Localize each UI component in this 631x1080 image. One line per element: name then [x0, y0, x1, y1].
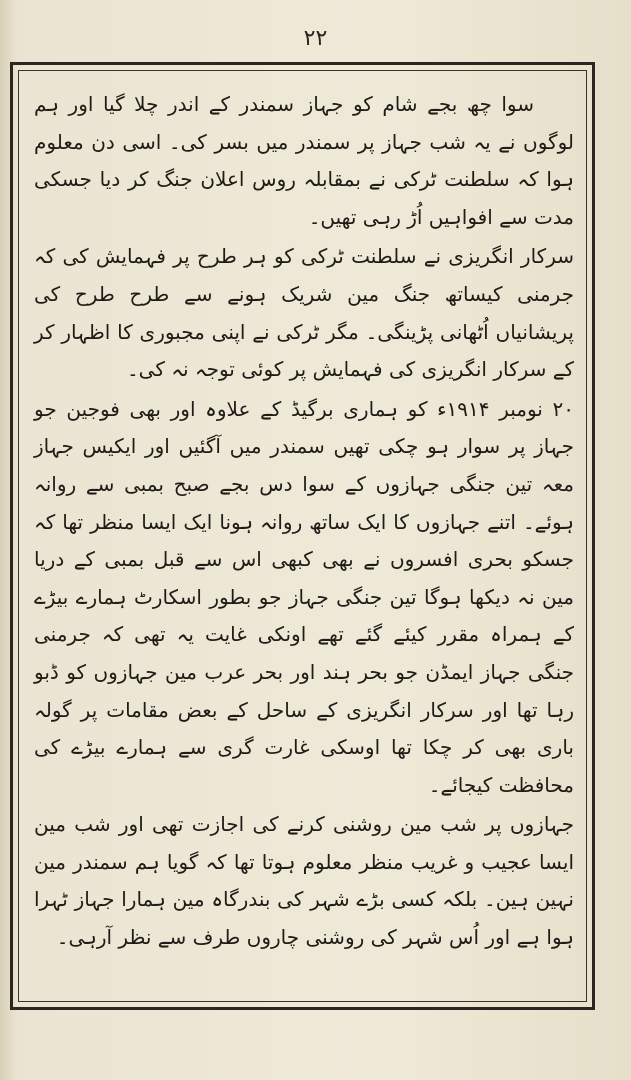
page-number: ۲۲	[303, 26, 328, 51]
paragraph-1: سوا چھ بجے شام کو جہاز سمندر کے اندر چلا گیا اور ہم لوگوں نے یہ شب جہاز پر سمندر میں بسر کی۔ اسی دن معلوم ہوا کہ سلطنت ٹرکی نے بمقابلہ روس اعلان جنگ کر دیا جسکی مدت سے افواہیں اُڑ رہی تھیں۔	[34, 92, 574, 229]
paragraph-2: سرکار انگریزی نے سلطنت ٹرکی کو ہر طرح پر فہمایش کی کہ جرمنی کیساتھ جنگ مین شریک ہونے سے طرح طرح کی پریشانیاں اُٹھانی پڑینگی۔ مگر ٹرکی نے اپنی مجبوری کا اظہار کر کے سرکار انگریزی کی فہمایش پر کوئی توجہ نہ کی۔	[34, 244, 574, 382]
paragraph-4: جہازوں پر شب مین روشنی کرنے کی اجازت تھی اور شب مین ایسا عجیب و غریب منظر معلوم ہوتا تھا کہ گویا ہم سمندر مین نہین ہین۔ بلکہ کسی بڑے شہر کی بندرگاہ مین ہمارا جہاز ٹہرا ہوا ہے اور اُس شہر کی روشنی چاروں طرف سے نظر آرہی۔	[34, 812, 574, 950]
paragraph-3: ۲۰ نومبر ۱۹۱۴ء کو ہماری برگیڈ کے علاوہ اور بھی فوجین جو جہاز پر سوار ہو چکی تھیں سمندر میں آگئیں اور ایکیس جہاز معہ تین جنگی جہازوں کے سوا دس بجے صبح بمبی سے روانہ ہوئے۔ اتنے جہازوں کا ایک ساتھ روانہ ہونا ایک ایسا منظر تھا کہ جسکو بحری افسروں نے بھی کبھی اس سے قبل بمبی کے دریا مین نہ دیکھا ہوگا تین جنگی جہاز جو بطور اسکارٹ ہمارے بیڑے کے ہمراہ مقرر کیئے گئے تھے اونکی غایت یہ تھی کہ جرمنی جنگی جہاز ایمڈن جو بحر ہند اور بحر عرب مین جہازوں کو ڈبو رہا تھا اور سرکار انگریزی کے ساحل کے بعض مقامات پر گولہ باری بھی کر چکا تھا اوسکی غارت گری سے ہمارے بیڑے کی محافظت کیجائے۔	[34, 396, 574, 797]
body-text	[26, 86, 582, 986]
